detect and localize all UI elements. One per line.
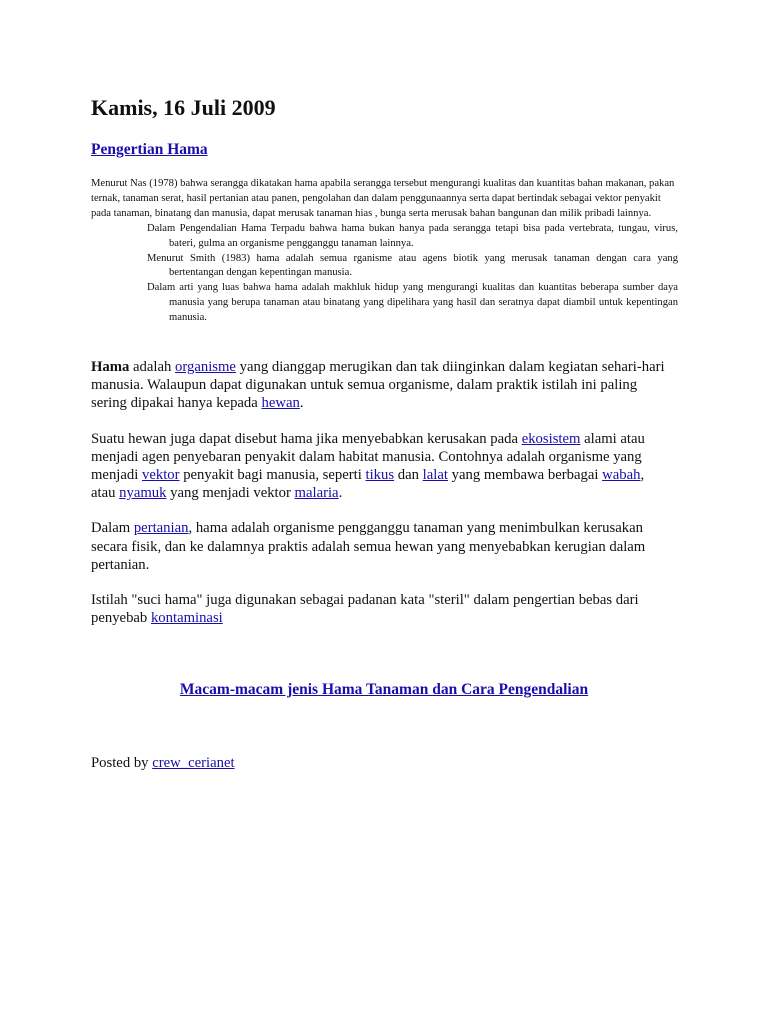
- text-segment: , hama adalah organisme pengganggu tanaman yang menimbulkan kerusakan secara fisik, dan ke dalamnya praktis adalah semua hewan yang menyebabkan kerugian dalam pertanian.: [91, 520, 646, 573]
- paragraph-agriculture: [91, 519, 671, 574]
- text-segment: .: [299, 395, 304, 412]
- post-footer: [91, 754, 235, 772]
- text-segment: Istilah "suci hama" juga digunakan sebagai padanan kata "steril" dalam pengertian bebas dari penyebab: [91, 592, 639, 627]
- link-lalat[interactable]: lalat: [422, 467, 448, 484]
- text-segment: dan: [394, 467, 423, 484]
- paragraph-suci-hama: [91, 591, 671, 627]
- text-segment: Suatu hewan juga dapat disebut hama jika menyebabkan kerusakan pada: [91, 430, 522, 447]
- link-kontaminasi[interactable]: kontaminasi: [150, 610, 223, 627]
- author-link[interactable]: crew_cerianet: [152, 755, 235, 771]
- definition-block: [91, 177, 678, 326]
- text-segment: penyakit bagi manusia, seperti: [179, 467, 366, 484]
- text-segment: adalah: [129, 359, 176, 375]
- text-segment: yang menjadi vektor: [166, 485, 295, 502]
- text-segment: yang membawa berbagai: [447, 467, 603, 484]
- link-ekosistem[interactable]: ekosistem: [521, 430, 581, 447]
- definition-item: Dalam arti yang luas bahwa hama adalah makhluk hidup yang mengurangi kualitas dan kuantitas beberapa sumber daya manusia yang berupa tanaman atau binatang yang dipelihara yang hasil dan seratnya dapat diambil untuk kepentingan manusia.: [147, 282, 678, 324]
- definition-item: Menurut Smith (1983) hama adalah semua rganisme atau agens biotik yang merusak tanaman dengan cara yang bertentangan dengan kepentingan manusia.: [147, 252, 678, 279]
- text-segment: alami atau menjadi agen penyebaran penyakit dalam habitat manusia. Contohnya adalah organisme yang menjadi: [91, 430, 645, 484]
- link-hewan[interactable]: hewan: [261, 395, 300, 412]
- text-segment: Dalam: [91, 520, 134, 537]
- term-hama: Hama: [91, 359, 130, 375]
- text-segment: yang dianggap merugikan dan tak diinginkan dalam kegiatan sehari-hari manusia. Walaupun dapat digunakan untuk semua organisme, dalam praktik istilah ini paling sering dipakai hanya kepada: [91, 359, 665, 412]
- section-link-pest-types[interactable]: Macam-macam jenis Hama Tanaman dan Cara Pengendalian: [179, 681, 589, 698]
- article-body: [91, 358, 671, 644]
- definition-item: Dalam Pengendalian Hama Terpadu bahwa hama bukan hanya pada serangga tetapi bisa pada vertebrata, tungau, virus, bateri, gulma an organisme pengganggu tanaman lainnya.: [147, 222, 678, 249]
- text-segment: , atau: [91, 467, 645, 502]
- section-link-container: [0, 680, 768, 700]
- text-segment: .: [338, 485, 343, 502]
- post-title-link[interactable]: Pengertian Hama: [91, 141, 208, 158]
- link-organisme[interactable]: organisme: [175, 359, 236, 375]
- link-malaria[interactable]: malaria: [294, 485, 339, 502]
- link-pertanian[interactable]: pertanian: [133, 520, 189, 537]
- posted-by-label: Posted by: [91, 755, 153, 771]
- definition-intro: Menurut Nas (1978) bahwa serangga dikatakan hama apabila serangga tersebut mengurangi kualitas dan kuantitas bahan makanan, pakan ternak, tanaman serat, hasil pertanian atau panen, pengolahan dan dalam penggunaannya serta dapat bertindak sebagai vektor penyakit pada tanaman, binatang dan manusia, dapat merusak tanaman hias , bunga serta merusak bahan bangunan dan milik pribadi lainnya.: [91, 178, 675, 219]
- post-title: [91, 140, 208, 160]
- link-tikus[interactable]: tikus: [365, 467, 395, 484]
- link-wabah[interactable]: wabah: [602, 467, 641, 484]
- paragraph-hama-definition: [91, 358, 671, 413]
- date-heading: Kamis, 16 Juli 2009: [91, 95, 276, 120]
- link-nyamuk[interactable]: nyamuk: [119, 485, 167, 502]
- link-vektor[interactable]: vektor: [141, 467, 180, 484]
- paragraph-ecosystem: [91, 430, 671, 503]
